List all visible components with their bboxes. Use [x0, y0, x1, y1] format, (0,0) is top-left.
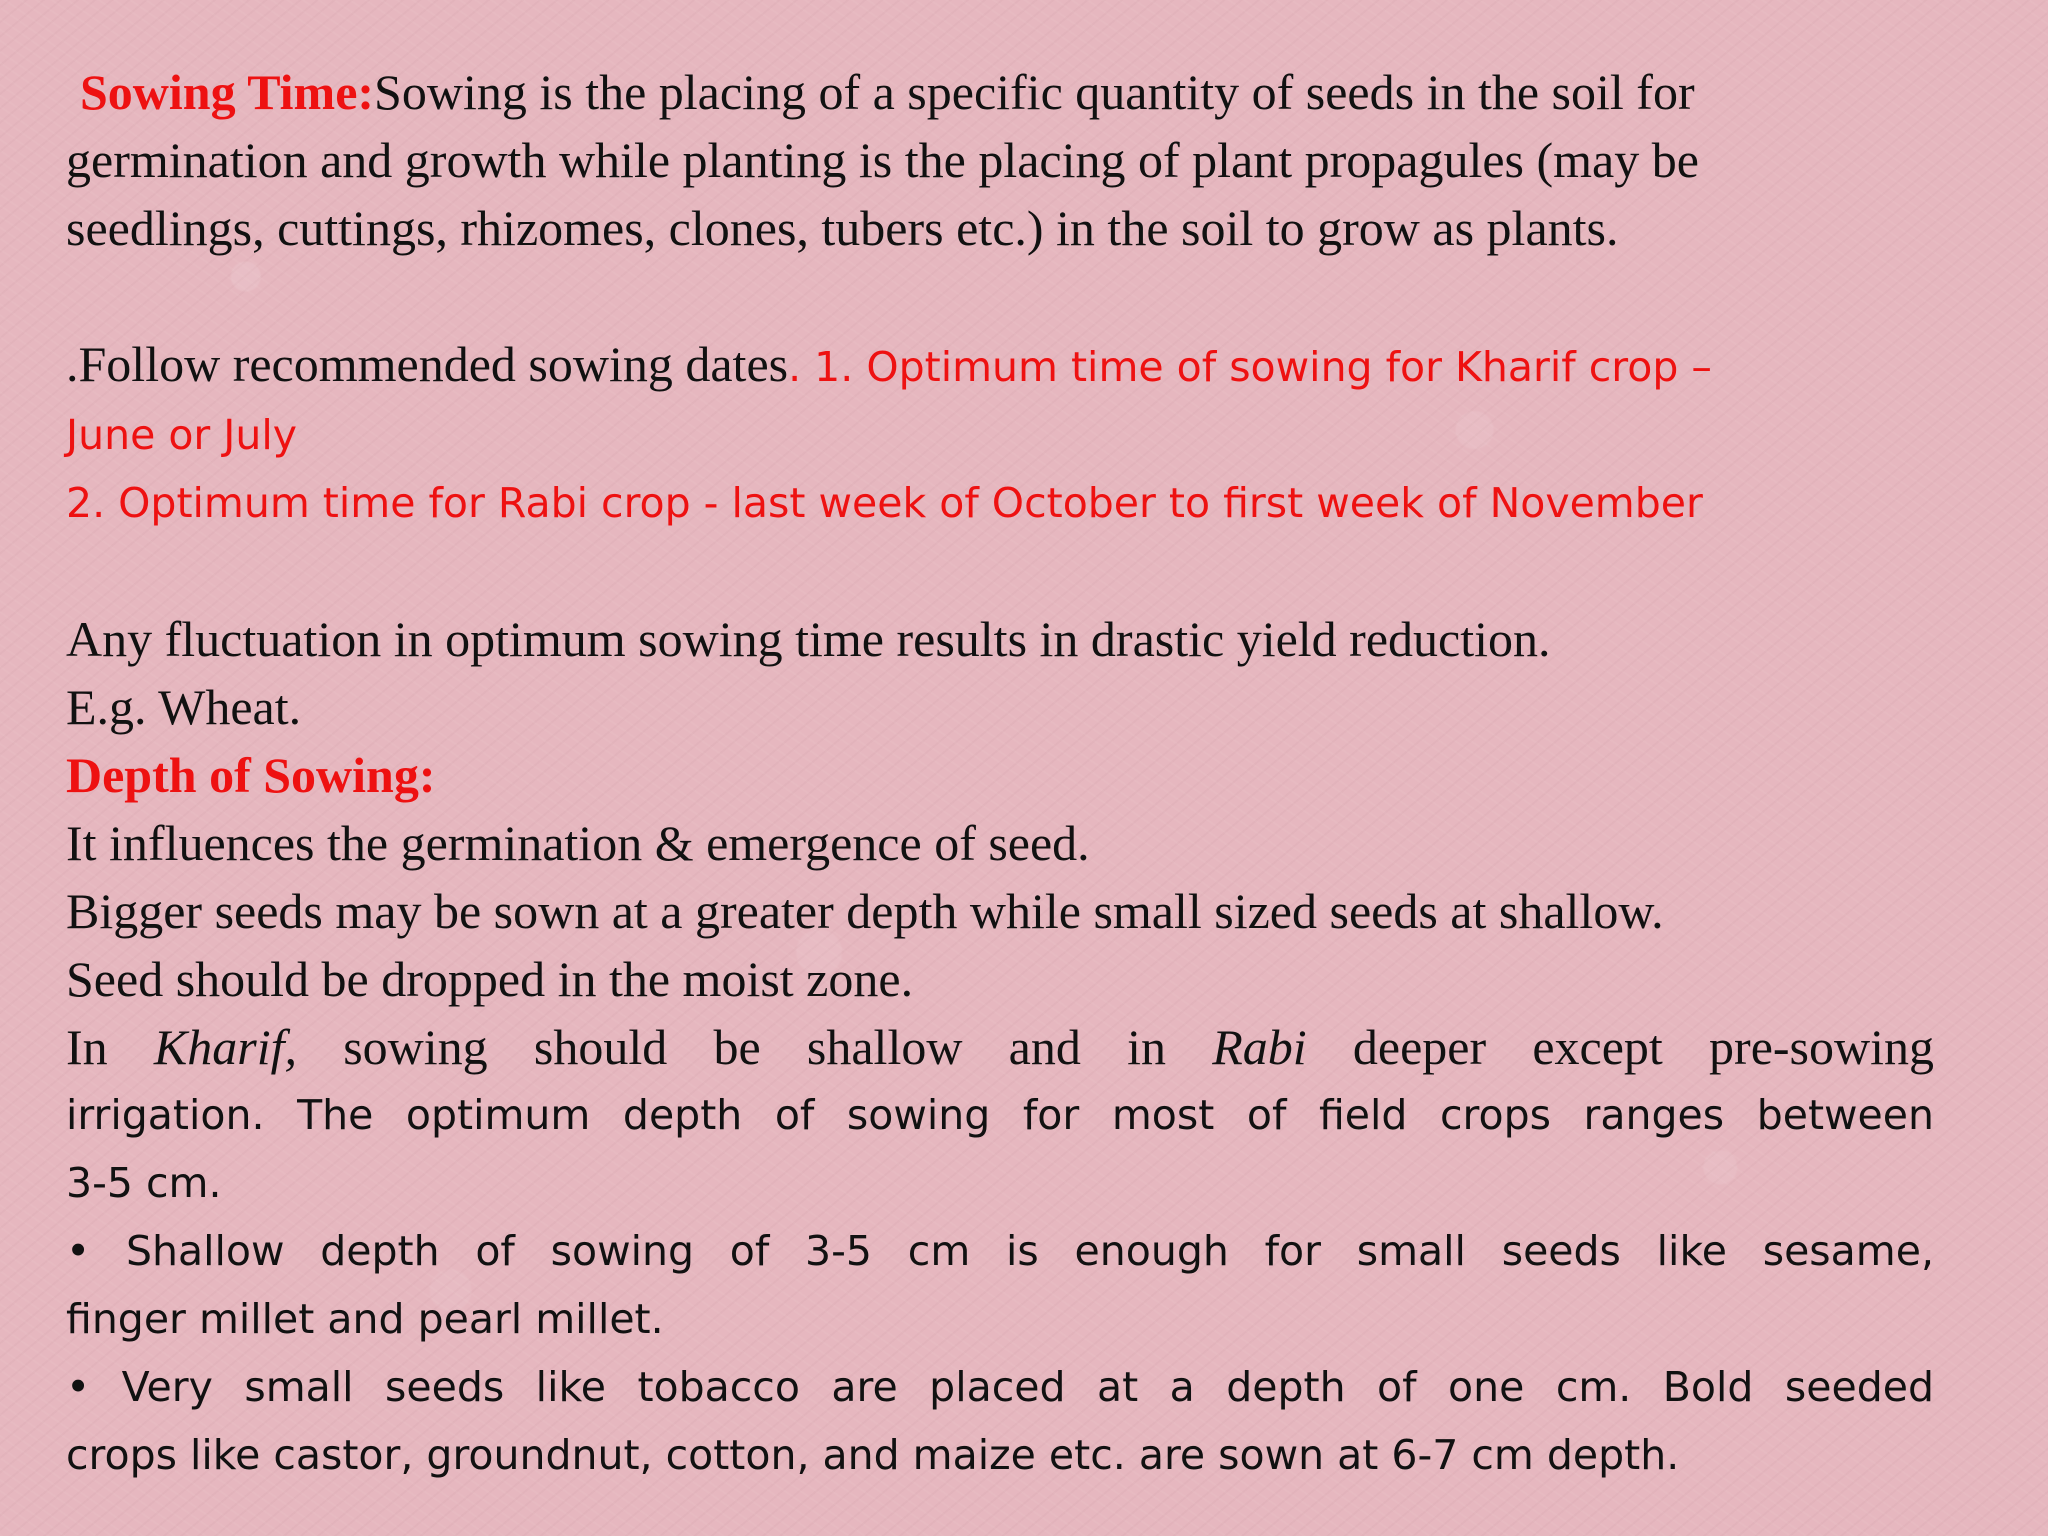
recommended-dates-lead: .Follow recommended sowing dates: [66, 336, 789, 392]
kharif-word: Kharif,: [153, 1019, 297, 1075]
example-line: E.g. Wheat.: [66, 679, 302, 735]
bullet-1-line-1: • Shallow depth of sowing of 3-5 cm is enough for small seeds like sesame,: [66, 1227, 1934, 1275]
kharif-rabi-line: [66, 1013, 1934, 1081]
sowing-time-line-2: germination and growth while planting is the placing of plant propagules (may be: [66, 132, 1699, 188]
rabi-word: Rabi: [1212, 1019, 1307, 1075]
spacer: [66, 537, 1934, 605]
bullet-2-line-1: • Very small seeds like tobacco are placed at a depth of one cm. Bold seeded: [66, 1363, 1934, 1411]
spacer: [66, 262, 1934, 330]
bullet-1-line-2: finger millet and pearl millet.: [66, 1295, 664, 1343]
optimum-rabi-text: 2. Optimum time for Rabi crop - last week of October to first week of November: [66, 479, 1703, 527]
slide-content: [66, 58, 1934, 1489]
fluctuation-line-1: Any fluctuation in optimum sowing time results in drastic yield reduction.: [66, 611, 1551, 667]
depth-line-1: It influences the germination & emergence of seed.: [66, 815, 1090, 871]
sowing-time-text-1: Sowing is the placing of a specific quantity of seeds in the soil for: [374, 64, 1695, 120]
kharif-line-end: deeper except pre-sowing: [1306, 1019, 1934, 1075]
depth-sans-line-1: irrigation. The optimum depth of sowing for most of field crops ranges between: [66, 1091, 1934, 1139]
optimum-kharif-text-1: . 1. Optimum time of sowing for Kharif crop –: [788, 343, 1712, 391]
recommended-dates-line-1: [66, 330, 1934, 401]
sowing-time-line-3: seedlings, cuttings, rhizomes, clones, tubers etc.) in the soil to grow as plants.: [66, 200, 1619, 256]
bullet-2-line-2: crops like castor, groundnut, cotton, and maize etc. are sown at 6-7 cm depth.: [66, 1431, 1680, 1479]
sowing-time-line-1: [66, 58, 1934, 126]
depth-line-3: Seed should be dropped in the moist zone.: [66, 951, 914, 1007]
kharif-line-start: In: [66, 1019, 154, 1075]
depth-line-2: Bigger seeds may be sown at a greater depth while small sized seeds at shallow.: [66, 883, 1664, 939]
depth-sans-line-2: 3-5 cm.: [66, 1159, 222, 1207]
depth-of-sowing-heading: Depth of Sowing:: [66, 747, 436, 803]
kharif-line-mid: sowing should be shallow and in: [296, 1019, 1213, 1075]
optimum-kharif-text-2: June or July: [66, 411, 298, 459]
sowing-time-heading: Sowing Time:: [80, 64, 375, 120]
